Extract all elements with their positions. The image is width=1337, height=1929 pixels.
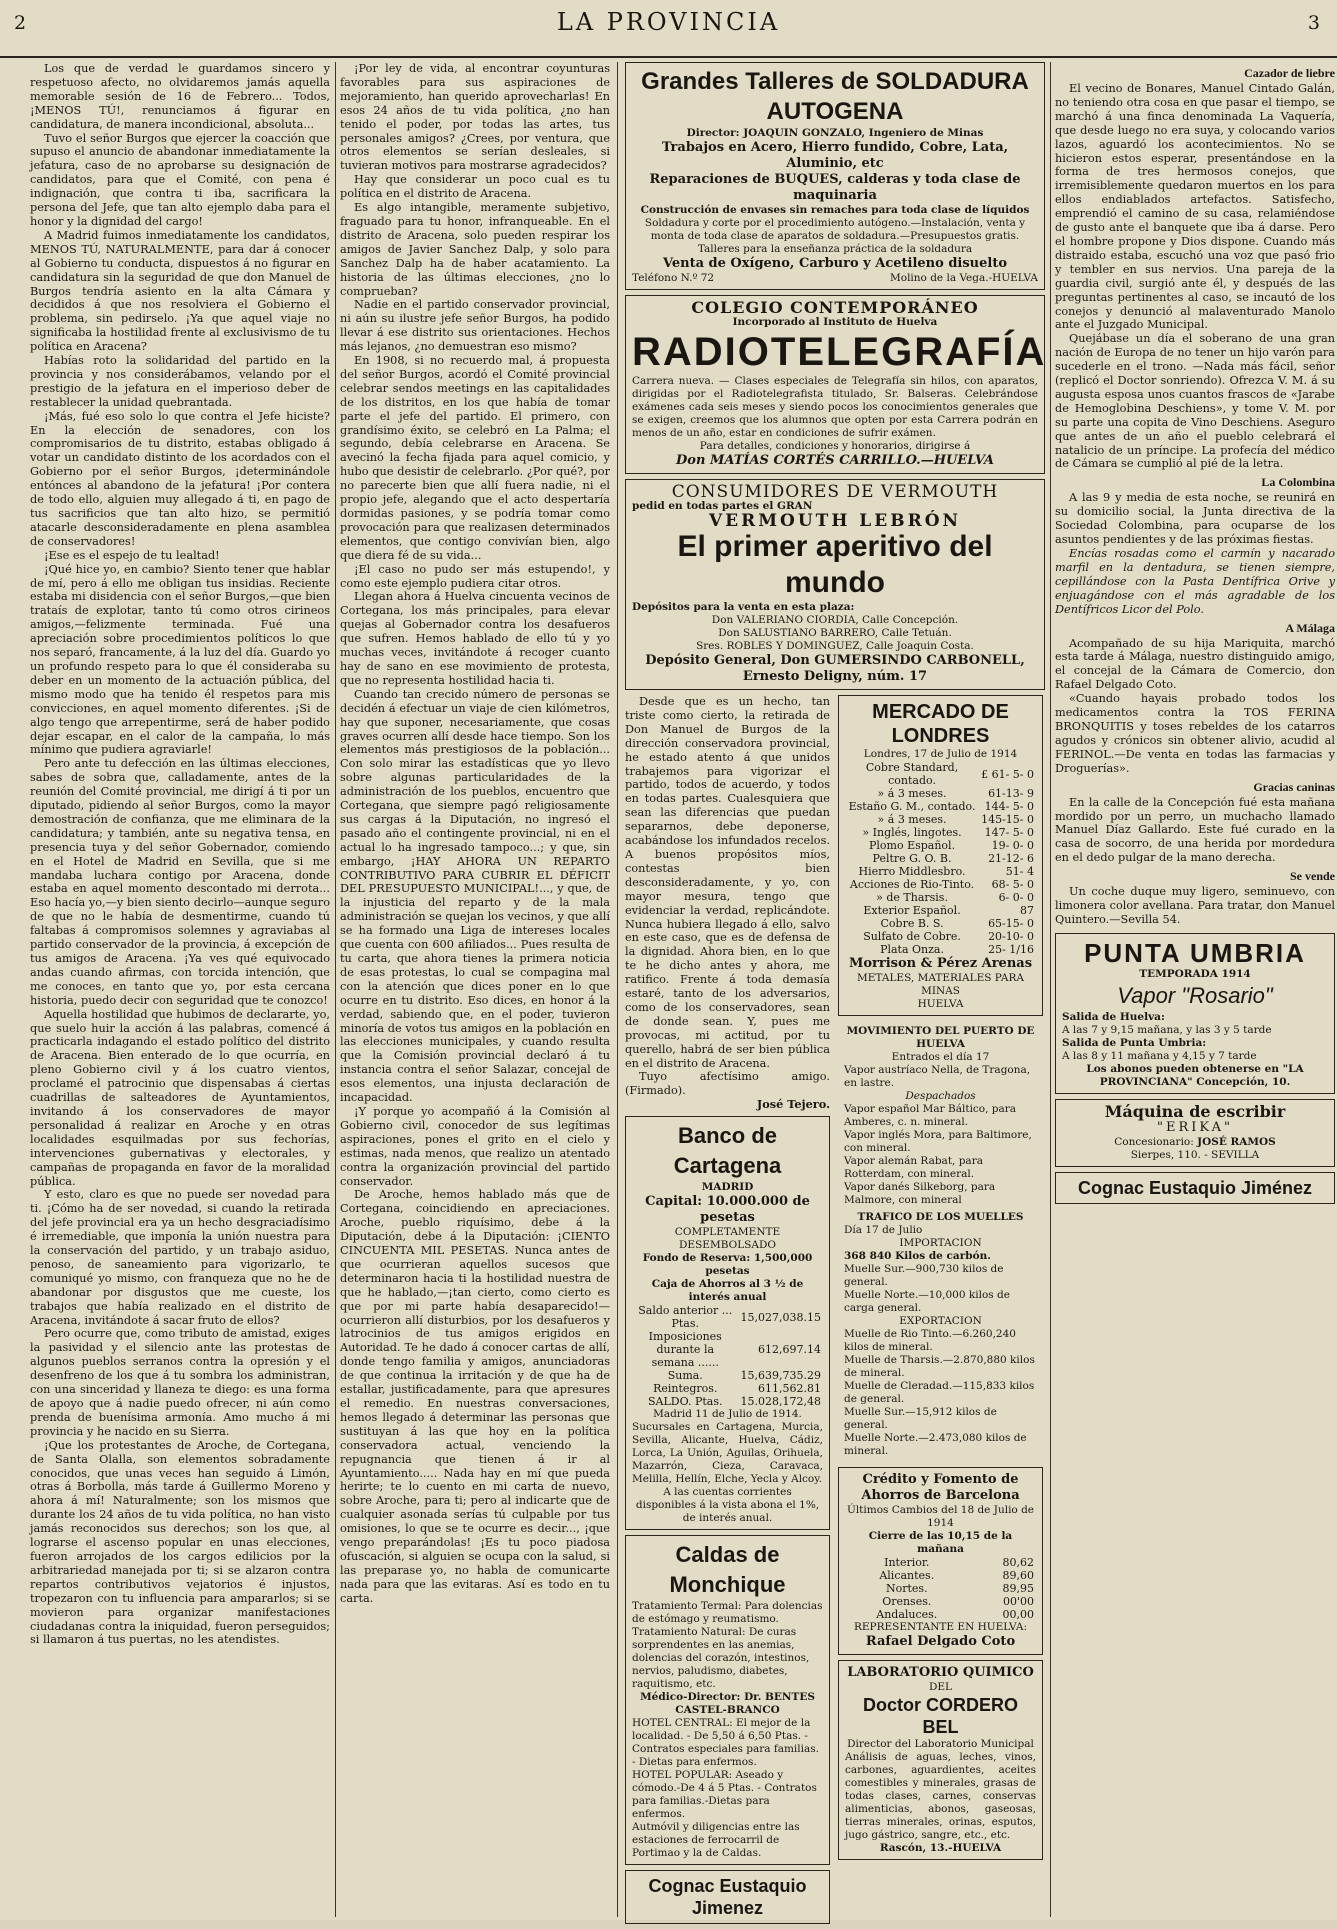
column-1-letter <box>30 62 330 1917</box>
ad-contact <box>632 272 1038 285</box>
ad-vermouth <box>625 479 1045 690</box>
ad-title: LABORATORIO QUIMICO <box>847 1665 1034 1680</box>
ad-cognac-left <box>625 1870 830 1924</box>
ad-jr: JOSÉ RAMOS <box>1197 1135 1276 1148</box>
ad-title: Caldas de Monchique <box>669 1542 786 1598</box>
paragraph: ¡Qué hice yo, en cambio? Siento tener que hablar de mí, pero á ello me obligan tus insidias. Reciente estaba mi disidencia con el señor Burgos,—que bien trataís de explotar, tanto tú como otros cirineos amigos,—felizmente terminada. Fué una apreciación sobre procedimientos políticos lo que nos separó, francamente, á la luz del día. Guardo yo un profundo respeto para lo que él consideraba su deber en un momento de la actuación pública, del mismo modo que ha tenido él respetos para mis convicciones, en aquel momento diferentes. ¡Si de algo tengo que arrepentirme, será de haber podido dejar escapar, en el calor de la campaña, lo más mínimo que pudiera agraviarle! <box>30 562 330 757</box>
table-row: Suma. 15,639,735.29 <box>667 1369 821 1383</box>
paragraph: A las 9 y media de esta noche, se reunirá en su domicilio social, la Junta directiva de la Sociedad Colombina, para ocuparse de los asuntos pendientes y de las próximas fiestas. <box>1055 491 1335 547</box>
ad-line: Venta de Oxígeno, Carburo y Acetileno disuelto <box>662 256 1008 271</box>
entry: Muelle Sur.—15,912 kilos de general. <box>844 1406 997 1431</box>
paragraph: ¡Y porque yo acompañó á la Comisión al Gobierno civil, conocedor de sus legítimas aspiraciones, pones el grito en el cielo y estimas, nada menos, que realizo un atentado contra la organización provincial del partido conservador. <box>340 1104 610 1188</box>
ad-slogan: El primer aperitivo del mundo <box>677 530 993 599</box>
paragraph: Hay que considerar un poco cual es tu política en el distrito de Aracena. <box>340 173 610 201</box>
paragraph: ¡Más, fué eso solo lo que contra el Jefe hiciste? En la elección de senadores, con los compromisarios de tu distrito, estabas obligado á votar un candidato distinto de los acordados con el Gobierno por el señor Burgos, ¡determinándole entónces al abandono de la jefatura! ¡Por contera de todo ello, alguien muy allegado á ti, en pago de tus sacrificios que tan alto hizo, se permitió atacarle desconsideradamente en plena asamblea de conservadores! <box>30 409 330 548</box>
paragraph: ¡El caso no pudo ser más estupendo!, y como este ejemplo pudiera citar otros. <box>340 562 610 590</box>
ad-addr: Sierpes, 110. - SEVILLA <box>1130 1148 1260 1161</box>
ad-mercado <box>838 695 1043 1016</box>
ad-name: "ERIKA" <box>1157 1119 1233 1135</box>
paragraph: En la calle de la Concepción fué esta mañana mordido por un perro, un muchacho llamado Manuel Díaz Gallardo. Este fué curado en la casa de socorro, de una herida por mordedura en el dedo pulgar de la mano derecha. <box>1055 795 1335 865</box>
table-row: Acciones de Rio-Tinto. 68- 5- 0 <box>849 878 1034 891</box>
ad-line: Salida de Huelva: <box>1062 1010 1165 1023</box>
column-2-letter <box>340 62 610 1917</box>
entry: Vapor inglés Mora, para Baltimore, con mineral. <box>844 1129 1032 1154</box>
masthead <box>0 0 1337 58</box>
column-rule <box>617 62 618 1917</box>
ad-depositos: Depósitos para la venta en esta plaza: <box>632 601 855 613</box>
table-row: Cobre B. S. 65-15- 0 <box>880 917 1034 930</box>
paragraph: Nadie en el partido conservador provincial, ni aún su ilustre jefe señor Burgos, ha podido llevar á ese distrito sus orientaciones. Hechos más lejanos, ¿no demuestran eso mismo? <box>340 298 610 354</box>
entry: Vapor austríaco Nella, de Tragona, en lastre. <box>844 1064 1031 1089</box>
ad-line <box>1062 1136 1328 1149</box>
section-sub: Despachados <box>905 1090 976 1102</box>
column-3b <box>838 695 1043 1929</box>
ad-title: Cognac Eustaquio Jiménez <box>1077 1177 1313 1198</box>
ad-date: Londres, 17 de Julio de 1914 <box>863 748 1018 760</box>
section-title: Se vende <box>1290 869 1335 884</box>
section-sub: Día 17 de Julio <box>844 1224 923 1236</box>
ad-title: MERCADO DE LONDRES <box>872 701 1009 747</box>
ad-punta-umbria <box>1055 933 1335 1094</box>
paragraph: A Madrid fuimos inmediatamente los candidatos, MENOS TÚ, NATURALMENTE, para dar á conocer al Gobierno tu conducta, dispuestos á no figurar en candidatura sin la seguridad de que don Manuel de Burgos tendría asiento en la alta Cámara y decididos á que nos resolviera el Gobierno el problema, sin pedirselo. ¡Ya que aquel viaje no significaba la hostilidad frente al exclusivismo de tu política en Aracena? <box>30 228 330 354</box>
banco-table <box>632 1304 823 1408</box>
paragraph: ¡Por ley de vida, al encontrar coyunturas favorables para sus aspiraciones de mejoramiento, han querido aprovecharlas! En esos 24 años de tu vida política, ¿no han tenido el poder, por todas las artes, tus personales amigos? ¿Crees, por ventura, que otros elementos se serían desleales, si tuvieran motivos para mostrarse agradecidos? <box>340 62 610 173</box>
paragraph: Tuvo el señor Burgos que ejercer la coacción que supuso el anuncio de abandonar inmediatamente la jefatura, caso de no aprobarse su designación de candidatos, para que el Comité, con pena é indignación, que contra ti iba, sacrificara la persona del Jefe, que tan alto ejemplo daba para el honor y la dignidad del cargo! <box>30 131 330 228</box>
ad-line: Construcción de envases sin remaches para toda clase de líquidos <box>640 204 1030 216</box>
ad-temporada: TEMPORADA 1914 <box>1139 967 1251 980</box>
ad-title: Cognac Eustaquio Jimenez <box>648 1876 807 1919</box>
paragraph: Los que de verdad le guardamos sincero y respetuoso afecto, no olvidaremos jamás aquella memorable sesión de 16 de Febrero... Todos, ¡MENOS TÚ!, renunciamos á figurar en candidatura, de manera incondicional, absoluta... <box>30 62 330 131</box>
entry: Vapor español Mar Báltico, para Amberes, c. n. mineral. <box>844 1103 1017 1128</box>
ad-line: Los abonos pueden obtenerse en "LA PROVINCIANA" Concepción, 10. <box>1086 1062 1304 1088</box>
ad-line: HOTEL POPULAR: Aseado y cómodo.-De 4 á 5 Ptas. - Contratos para familias.-Dietas para enfermos. <box>632 1769 817 1821</box>
table-row: Exterior Español. 87 <box>863 904 1034 917</box>
paragraph: ¡Ese es el espejo de tu lealtad! <box>44 548 220 562</box>
entry: Vapor alemán Rabat, para Rotterdam, con mineral. <box>844 1155 983 1180</box>
page-number-right: 3 <box>1307 12 1323 34</box>
table-row: SALDO. Ptas. 15.028,172,48 <box>648 1395 821 1409</box>
ad-city: MADRID <box>701 1181 754 1194</box>
ad-caldas <box>625 1535 830 1865</box>
ad-brand: VERMOUTH LEBRÓN <box>708 511 962 531</box>
entry: 368 840 Kilos de carbón. <box>844 1250 991 1262</box>
ad-caja: Caja de Ahorros al 3 ½ de interés anual <box>651 1278 804 1304</box>
paragraph: Encías rosadas como el carmín y nacarado marfil en la dentadura, se tienen siempre, cepillándose con la Pasta Dentífrica Orive y enjuagándose con el más agradable de los Dentífricos Licor del Polo. <box>1055 547 1335 616</box>
ad-desembolsado: COMPLETAMENTE DESEMBOLSADO <box>674 1226 781 1252</box>
newspaper-title: LA PROVINCIA <box>556 8 781 36</box>
ad-subtitle: Incorporado al Instituto de Huelva <box>732 316 938 328</box>
paragraph: Es algo intangible, meramente subjetivo, fraguado para tu honor, infranqueable. En el distrito de Aracena, solo pueden respirar los amigos de Javier Sanchez Dalp, y solo para Sanchez Dalp ha de haber acatamiento. La historia de las últimas elecciones, ¿no lo comprueban? <box>340 201 610 298</box>
paragraph: Un coche duque muy ligero, seminuevo, con limonera color avellana. Para tratar, don Manuel Quintero.—Sevilla 54. <box>1055 885 1335 926</box>
letter-signature: José Tejero. <box>756 1097 830 1112</box>
ad-general: Depósito General, Don GUMERSINDO CARBONELL, Ernesto Deligny, núm. 17 <box>645 653 1025 684</box>
ad-title: Grandes Talleres de SOLDADURA AUTOGENA <box>641 68 1029 125</box>
ad-line: Tratamiento Termal: Para dolencias de estómago y reumatismo. <box>632 1600 823 1626</box>
table-row: Peltre G. O. B. 21-12- 6 <box>872 852 1034 865</box>
ad-company: Morrison & Pérez Arenas <box>848 956 1033 971</box>
ad-cognac-right <box>1055 1172 1335 1204</box>
ad-contact: Para detalles, condiciones y honorarios, dirigirse á <box>699 440 971 452</box>
paragraph: Cuando tan crecido número de personas se decidén á efectuar un viaje de cien kilómetros, hay que suponer, necesariamente, que cosas graves ocurren allí desde hace tiempo. Son los elementos más prestigiosos de la población... Con solo mirar las estadísticas que yo llevo sobre algunas particularidades de la administración de los pueblos, encuentro que Cortegana, que siempre pagó religiosamente sus cargas á la Diputación, no ingresó el pasado año el contingente provincial, ni en el actual lo ha ingresado tampoco...; y que, sin embargo, ¡HAY AHORA UN REPARTO CONTRIBUTIVO PARA CUBRIR EL DÉFICIT DEL PRESUPUESTO MUNICIPAL!..., y que, de la injusticia del reparto y de la mala administración se quejan los vecinos, y que allí se ha formado una Liga de intereses locales que cuenta con 600 afiliados... Pues resulta de tu carta, que ahora tienes la primera noticia de esas protestas, lo cual se compagina mal con la atención que dices poner en lo que ocurre en tu distrito. Eso dices, en honor á la verdad, sabiendo que, en el poder, tuvieron minoría de votos tus amigos en la población en las elecciones municipales, y cuando resulta que la Comisión provincial declaró á tu instancia contra el señor Salazar, concejal de esos elementos, una injusta declaración de incapacidad. <box>340 687 610 1105</box>
ad-line: A las 8 y 11 mañana y 4,15 y 7 tarde <box>1062 1049 1257 1062</box>
ad-colegio <box>625 295 1045 474</box>
credito-table <box>845 1556 1036 1621</box>
paragraph: ¡Que los protestantes de Aroche, de Cortegana, de Santa Olalla, son elementos sobradamente conocidos, que unas veces han seguido á Limón, otras á Borbolla, más tarde á Guillermo Moreno y ahora á mí! Naturalmente; son los mismos que durante los 24 años de tu vida política, no han visto jamás reconocidos sus derechos; son los que, al lograrse el ascenso popular en unas elecciones, fueron arrojados de los cargos edilicios por la arbitrariedad manejada por ti; si se alzaron contra repartos contributivos vejatorios é injustos, tropezaron con tu influencia para ampararlos; si se movieron para organizar manifestaciones ciudadanas contra la iniquidad, fueron perseguidos; si llamaron á tus puertas, no les atendistes. <box>30 1438 330 1647</box>
table-row: Hierro Middlesbro. 51- 4 <box>858 865 1034 878</box>
section-title: Gracias caninas <box>1253 779 1335 794</box>
paragraph: Llegan ahora á Huelva cincuenta vecinos de Cortegana, los más principales, para elevar quejas al Gobernador contra los desafueros que sufren. Hemos hablado de ello tú y yo muchas veces, invitándote á recoger cuanto hay de sano en ese movimiento de protesta, que no representa hostilidad hacia ti. <box>340 590 610 687</box>
ad-address: Rascón, 13.-HUELVA <box>879 1842 1002 1854</box>
table-row: » de Tharsis. 6- 0- 0 <box>876 891 1034 904</box>
ad-title: CONSUMIDORES DE VERMOUTH <box>671 482 999 502</box>
letter-end: Desde que es un hecho, tan triste como cierto, la retirada de Don Manuel de Burgos de la dirección conservadora provincial, he estado atento á que unidos trabajemos para vigorizar el partido, todos de acuerdo, y todos en todas partes. Cualesquiera que sean las diferencias que puedan separarnos, debe deponerse, acabándose los infundados recelos. A buenos propósitos míos, contestas bien desconsideradamente, y yo, con mayor mesura, tengo que evidenciar la verdad, replicándote. Nunca hubiera llegado á ello, salvo en este caso, que es de defensa de la dignidad. Ahora bien, en lo que te he dicho antes y ahora, me ratifico. Frente á toda demasía estaré, tanto de los adversarios, como de los conservadores, sean de donde sean. Y, pues me provocas, mi actitud, por tu querello, habrá de ser bien pública en el distrito de Aracena. <box>625 695 830 1070</box>
paragraph: Quejábase un día el soberano de una gran nación de Europa de no tener un hijo varón para sucederle en el trono. —Nada más fácil, señor (replicó el Doctor sonriendo). Ofrezca V. M. á su augusta esposa unos cuantos frascos de «Jarabe de Hemoglobina Deschiens», y tome V. M. por su parte una copita de Vino Deschiens. Aseguro que antes de un año el pueblo celebrará el natalicio de un príncipe. La profecía del médico de Cámara se cumplió al pié de la letra. <box>1055 332 1335 471</box>
column-3-split <box>625 695 1045 1929</box>
section-title: TRAFICO DE LOS MUELLES <box>857 1211 1024 1223</box>
table-row: Sulfato de Cobre. 20-10- 0 <box>863 930 1034 943</box>
table-row: » á 3 meses. 61-13- 9 <box>877 787 1034 800</box>
ad-director: Director: JOAQUIN GONZALO, Ingeniero de Minas <box>686 127 984 139</box>
section-title: La Colombina <box>1261 475 1335 490</box>
ad-title: Máquina de escribir <box>1104 1101 1286 1121</box>
paragraph: De Aroche, hemos hablado más que de Cortegana, coincidiendo en apreciaciones. Aroche, pueblo riquísimo, debe á la Diputación, debe á la Diputación: ¡CIENTO CINCUENTA MIL PESETAS. Nunca antes de que ocurrieran aquellos sucesos que determinaron hacia ti la hostilidad nuestra de que he hablado,—¡tan cierto, como cierto es que por mi parte había desaparecido!—ocurrieron allí disturbios, por los desafueros y latrocinios de tus amigos erigidos en Autoridad. Te he dado á conocer cartas de allí, donde tengo familia y amigos, anunciadoras de que continua la irritación y de que ha de estallar, justificadamente, para que apresures el remedio. En nuestras conversaciones, hemos llegado á determinar las personas que sustituyan á las que hoy en la política conservadora actual, venciendo la repugnancia que tienen á ir al Ayuntamiento..... Nada hay en mí que pueda herirte; te lo cuento en mi carta de nuevo, sobre Aroche, para ti; pero al indicarte que de cualquier asonada serías tú culpable por tus omisiones, lo que se te ocurre es decir..., ¡que vengo preparándolas! ¡Es tu poco piadosa ofuscación, si alguien se ocupa con la salud, si las preparase yo, no habla de comunicarte nada para que las evitaras. Así es todo en tu carta. <box>340 1188 610 1605</box>
ad-line: Reparaciones de BUQUES, calderas y toda clase de maquinaria <box>649 172 1021 203</box>
ad-name: Don MATÍAS CORTÉS CARRILLO.—HUELVA <box>676 453 994 468</box>
ad-soldadura <box>625 62 1045 290</box>
paragraph: «Cuando hayais probado todos los medicamentos contra la TOS FERINA BRONQUITIS y toses rebeldes de los catarros agudos y crónicos sin obtener alivio, acudid al FERINOL.—De venta en todas las farmacias y Droguerías». <box>1055 692 1335 775</box>
table-row: Plomo Español. 19- 0- 0 <box>868 839 1034 852</box>
ad-radiotelegrafia: RADIOTELEGRAFÍA <box>632 330 1047 374</box>
section-sub: IMPORTACION <box>899 1237 982 1249</box>
ad-vapor: Vapor "Rosario" <box>1117 982 1273 1008</box>
ad-cierre: Cierre de las 10,15 de la mañana <box>868 1530 1013 1555</box>
entry: Muelle Norte.—2.473,080 kilos de mineral. <box>844 1432 1027 1457</box>
ad-date: Madrid 11 de Julio de 1914. <box>653 1408 802 1421</box>
column-rule <box>335 62 336 1917</box>
section-sub: EXPORTACION <box>899 1315 982 1327</box>
ad-address: Molino de la Vega.-HUELVA <box>890 272 1038 284</box>
column-rule <box>1050 62 1051 1917</box>
puerto-movimiento <box>838 1021 1043 1462</box>
table-row: » Inglés, lingotes. 147- 5- 0 <box>862 826 1034 839</box>
table-row: Alicantes. 89,60 <box>879 1569 1034 1582</box>
ad-laboratorio-quimico <box>838 1660 1043 1860</box>
ad-banco <box>625 1116 830 1530</box>
ad-title: Crédito y Fomento de Ahorros de Barcelona <box>861 1472 1020 1503</box>
ad-sucursales: Sucursales en Cartagena, Murcia, Sevilla, Alicante, Huelva, Cádiz, Lorca, La Unión, Aguilas, Orihuela, Mazarrón, Cieza, Caravaca, Melilla, Hellín, Elche, Yecla y Alcoy. <box>632 1421 823 1486</box>
page-number-left: 2 <box>14 12 30 34</box>
table-row: Orenses. 00'00 <box>882 1595 1034 1608</box>
ad-line: Soldadura y corte por el procedimiento autógeno.—Instalación, venta y monta de toda clase de aparatos de soldadura.—Presupuestos gratis. <box>644 217 1026 242</box>
ad-con: Concesionario: <box>1114 1135 1194 1148</box>
ad-reserva: Fondo de Reserva: 1,500,000 pesetas <box>642 1252 813 1278</box>
ad-sub: Director del Laboratorio Municipal <box>847 1738 1034 1750</box>
ad-line: HOTEL CENTRAL: El mejor de la localidad. - De 5,50 á 6,50 Ptas. - Contratos especiales para familias. - Dietas para enfermos. <box>632 1717 819 1769</box>
ad-dep: Don SALUSTIANO BARRERO, Calle Tetuán. <box>718 627 952 639</box>
ad-line: Tratamiento Natural: De curas sorprendentes en las anemias, dolencias del corazón, intestinos, nervios, paludismo, diabetes, raquitismo, etc. <box>632 1626 810 1691</box>
entry: Muelle de Cleradad.—115,833 kilos de general. <box>844 1380 1035 1405</box>
table-row: Cobre Standard, contado. £ 61- 5- 0 <box>865 761 1034 787</box>
entry: Vapor danés Silkeborg, para Malmore, con mineral <box>844 1181 996 1206</box>
table-row: Plata Onza. 25- 1/16 <box>880 943 1034 956</box>
ad-rep: REPRESENTANTE EN HUELVA: <box>853 1621 1028 1633</box>
ad-dep: Sres. ROBLES Y DOMINGUEZ, Calle Joaquin Costa. <box>696 640 974 652</box>
ad-line: Salida de Punta Umbria: <box>1062 1036 1207 1049</box>
paragraph: En 1908, si no recuerdo mal, á propuesta del señor Burgos, acordó el Comité provincial celebrar sendos meetings en las capitalidades de los distritos, en los que había de tomar parte el jefe del partido. El primero, con grandísimo éxito, se celebró en La Palma; el segundo, debía celebrarse en Aracena. Se avecinó la fecha fijada para aquel comicio, y hubo que desistir de celebrarlo. ¿Por qué?, por no parecerte bien que allí fuera nadie, ni el propio jefe, alegando que el acto despertaría dormidas pasiones, y se podría tomar como provocación para que realizasen determinados elementos, que contigo convivían bien, algo que diera fé de su vida... <box>340 354 610 562</box>
paragraph: Habías roto la solidaridad del partido en la provincia y nos considerábamos, velando por el prestigio de la jefatura en el imperioso deber de restablecer la unidad quebrantada. <box>30 354 330 409</box>
ad-line: A las 7 y 9,15 mañana, y las 3 y 5 tarde <box>1062 1023 1272 1036</box>
ad-date: Últimos Cambios del 18 de Julio de 1914 <box>846 1504 1035 1529</box>
entry: Muelle Norte.—10,000 kilos de carga general. <box>844 1289 1010 1314</box>
ad-title: Banco de Cartagena <box>673 1123 782 1179</box>
paragraph: Pero ocurre que, como tributo de amistad, exiges la pasividad y el silencio ante las protestas de algunos pueblos serranos contra la opresión y el desenfreno de los que á tu sombra los administran, con una sinceridad y llaneza te diego: es una forma de apoyo que á nadie puedo ofrecer, ni aún como prenda de buenísima armonía. Amo mucho á mi provincia y he nacido en su Sierra. <box>30 1327 330 1438</box>
ad-capital: Capital: 10.000.000 de pesetas <box>645 1194 810 1226</box>
table-row: Nortes. 89,95 <box>885 1582 1034 1595</box>
paragraph: Aquella hostilidad que hubimos de declararte, yo, que suelo huir la acción á las palabras, comencé á practicarla indagando el estado político del distrito de Aracena. Bien enterado de lo que ocurría, en pleno Gobierno civil y á los cuatro vientos, proclamé el patrocinio que dispensabas á ciertas cuadrillas de salteadores de Ayuntamientos, invitando á los conservadores de mayor personalidad á realizar en Aroche y en otras localidades esquilmadas por sus fechorías, intervenciones gubernativas y electorales, y campañas de propaganda en favor de la moralidad pública. <box>30 1007 330 1188</box>
ad-erika <box>1055 1099 1335 1167</box>
paragraph: Y esto, claro es que no puede ser novedad para ti. ¡Cómo ha de ser novedad, si cuando la retirada del jefe provincial era ya un hecho desgraciadísimo é irremediable, que imponía la unión nuestra para la conservación del partido, y un trabajo asiduo, penoso, de saneamiento para vigorizarlo, te comuniqué yo mismo, con franqueza que no he de abandonar por disgustos que me cueste, los trabajos que había realizado en el distrito de Aracena, invitándote á sacar fruto de ellos? <box>30 1188 330 1327</box>
entry: Muelle de Rio Tinto.—6.260,240 kilos de mineral. <box>844 1328 1016 1353</box>
mercado-table <box>845 761 1036 956</box>
section-title: Cazador de liebre <box>1244 66 1335 80</box>
table-row: Andaluces. 00,00 <box>876 1608 1034 1621</box>
ad-dep: Don VALERIANO CIORDIA, Calle Concepción. <box>711 614 959 626</box>
ad-del: DEL <box>928 1681 953 1693</box>
ad-rep-name: Rafael Delgado Coto <box>865 1634 1016 1649</box>
section-sub: Entrados el día 17 <box>891 1051 990 1063</box>
column-4-right <box>1055 62 1335 1602</box>
ad-text: Análisis de aguas, leches, vinos, carbones, aguardientes, aceites comestibles y minerales, grasas de todas clases, carnes, conservas alimenticias, abonos, gaseosas, tierras minerales, orinas, esputos, jugo gástrico, sangre, etc., etc. <box>845 1751 1036 1841</box>
paragraph: Acompañado de su hija Mariquita, marchó esta tarde á Málaga, nuestro distinguido amigo, el concejal de la Cámara de Comercio, don Rafael Delgado Coto. <box>1055 636 1335 692</box>
entry: Muelle de Tharsis.—2.870,880 kilos de mineral. <box>844 1354 1035 1379</box>
ad-line: Médico-Director: Dr. BENTES CASTEL-BRANCO <box>640 1691 815 1717</box>
column-3-ads <box>625 62 1047 1919</box>
paragraph: Pero ante tu defección en las últimas elecciones, sabes de sobra que, calladamente, antes de la reunión del Comité provincial, me dirigí á ti por un diputado, pidiendo al señor Burgos, como la mayor demostración de confianza, que me eliminara de la candidatura; y también, ante su negativa tensa, en presencia tuya y del señor Gobernador, comiendo en el Hotel de Madrid en Sevilla, que si me mandaba luchara contigo por Aracena, donde estaba en aquel momento descontado mi derrota... Eso hacía yo,—y bien siento decirlo—aunque seguro de que no le había de desmentirme, cuando tú faltabas á compromisos solemnes y agraviabas al partido conservador de la provincia, á excepción de tus amigos de Aracena. ¡Ya ves qué equivocado andas cuando afirmas, con torcida intención, que me conoces, en tanto que yo, por esta cercana historia, puedo decir con seguridad que te conozco! <box>30 757 330 1007</box>
letter-sign: Tuyo afectísimo amigo. (Firmado). <box>625 1070 830 1098</box>
ad-name: Doctor CORDERO BEL <box>862 1695 1018 1737</box>
table-row: Estaño G. M., contado. 144- 5- 0 <box>848 800 1034 813</box>
table-row: Interior. 80,62 <box>884 1556 1034 1569</box>
entry: Muelle Sur.—900,730 kilos de general. <box>844 1263 1004 1288</box>
ad-line: Autmóvil y diligencias entre las estaciones de ferrocarril de Portimao y la de Caldas. <box>632 1821 800 1860</box>
ad-company-city: HUELVA <box>917 998 964 1010</box>
table-row: Imposiciones durante la semana ...... 612,697.14 <box>648 1330 821 1370</box>
ad-text: Carrera nueva. — Clases especiales de Telegrafía sin hilos, con aparatos, dirigidas por el Radiotelegrafista titulado, Sr. Balseras. Celebrándose exámenes cada seis meses y siendo pocos los conocimientos generales que se exigen, creemos que los alumnos que opten por esta Carrera podrán en menos de un año, estar en condiciones de sufrir exámen. <box>632 375 1038 439</box>
ad-phone: Teléfono N.º 72 <box>632 272 715 284</box>
paragraph: El vecino de Bonares, Manuel Cintado Galán, no teniendo otra cosa en que pasar el tiempo, se marchó á una finca denominada La Vaquería, que desde luego no era suya, y colocando varios lazos, aguardó los acontecimientos. No se hicieron estos esperar, presentándose en la forma de tres hermosos conejos, que irremisiblemente quedaron muertos en los para ellos endiablados artefactos. Satisfecho, emprendió el camino de su casa, relamiéndose de gusto ante el banquete que iba á darse. Pero el hombre propone y Dios dispone. Cuando más distraido estaba, escuchó una voz que pasó frio y tembler en sus nervios. Una pareja de la guardia civil, surgió ante él, y después de las preguntas pertinentes al caso, se incautó de los conejos y denunció al malaventurado Manolo ante el Juzgado Municipal. <box>1055 82 1335 332</box>
ad-line: Trabajos en Acero, Hierro fundido, Cobre, Lata, Aluminio, etc <box>661 140 1009 171</box>
section-title: A Málaga <box>1285 620 1335 635</box>
section-title: MOVIMIENTO DEL PUERTO DE HUELVA <box>846 1025 1035 1050</box>
ad-note: A las cuentas corrientes disponibles á la vista abona el 1%, de interés anual. <box>635 1486 820 1525</box>
table-row: » á 3 meses. 145-15- 0 <box>877 813 1034 826</box>
ad-title: PUNTA UMBRIA <box>1084 937 1306 968</box>
ad-pedid: pedid en todas partes el GRAN <box>632 500 813 512</box>
ad-title: COLEGIO CONTEMPORÁNEO <box>691 298 979 317</box>
table-row: Saldo anterior ... Ptas. 15,027,038.15 <box>638 1304 821 1331</box>
ad-credito <box>838 1467 1043 1655</box>
ad-line: Talleres para la enseñanza práctica de la soldadura <box>697 243 973 255</box>
table-row: Reintegros. 611,562.81 <box>653 1382 821 1396</box>
ad-company-sub: METALES, MATERIALES PARA MINAS <box>857 972 1024 997</box>
column-3a <box>625 695 830 1929</box>
